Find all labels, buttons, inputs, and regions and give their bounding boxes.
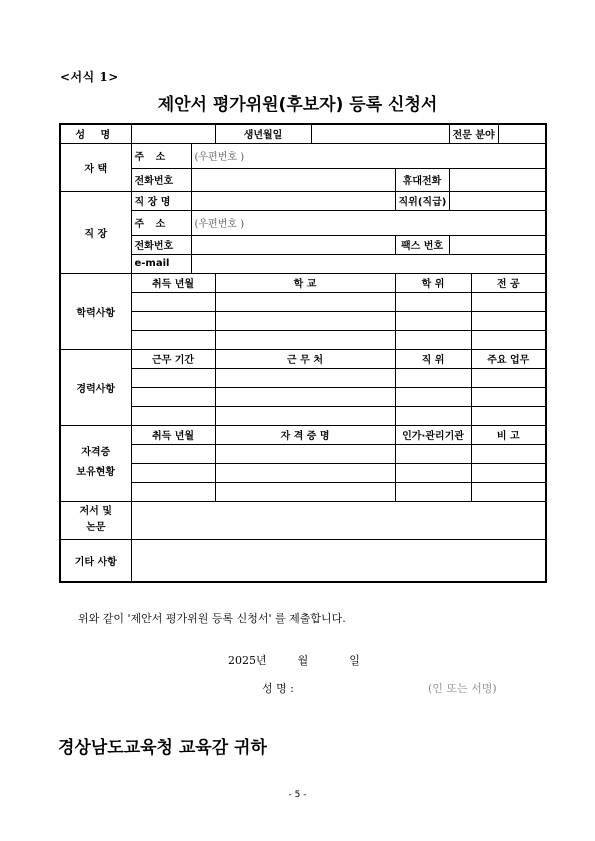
- license-header-date: 취득 년월: [131, 425, 215, 444]
- home-phone-label: 전화번호: [131, 168, 191, 191]
- table-cell[interactable]: [471, 463, 546, 482]
- education-header-degree: 학 위: [395, 273, 471, 292]
- home-postal-hint: (우편번호 ): [194, 152, 245, 163]
- work-postal-hint: (우편번호 ): [194, 219, 245, 230]
- education-header-date: 취득 년월: [131, 273, 215, 292]
- table-cell[interactable]: [131, 406, 215, 425]
- date-day: 일: [349, 654, 360, 667]
- specialty-label: 전문 분야: [449, 124, 498, 143]
- name-label: 성 명: [60, 124, 131, 143]
- license-header-note: 비 고: [471, 425, 546, 444]
- table-cell[interactable]: [395, 292, 471, 311]
- other-section-label: 기타 사항: [60, 539, 131, 582]
- career-header-period: 근무 기간: [131, 349, 215, 368]
- registration-form-table: [59, 123, 547, 583]
- home-phone-field[interactable]: [191, 168, 395, 191]
- license-label-line2: 보유현황: [76, 467, 116, 478]
- table-cell[interactable]: [131, 387, 215, 406]
- email-label: e-mail: [131, 254, 191, 273]
- table-cell[interactable]: [215, 311, 395, 330]
- publications-section-label: [60, 501, 131, 539]
- table-cell[interactable]: [215, 482, 395, 501]
- table-cell[interactable]: [395, 368, 471, 387]
- work-phone-field[interactable]: [191, 235, 395, 254]
- signature-note: (인 또는 서명): [428, 682, 497, 695]
- career-section-label: 경력사항: [60, 349, 131, 425]
- table-cell[interactable]: [131, 482, 215, 501]
- table-cell[interactable]: [395, 444, 471, 463]
- home-address-field[interactable]: [191, 143, 546, 168]
- position-label: 직위(직급): [395, 191, 449, 210]
- work-phone-label: 전화번호: [131, 235, 191, 254]
- table-cell[interactable]: [215, 406, 395, 425]
- table-cell[interactable]: [471, 387, 546, 406]
- publications-label-line1: 저서 및: [79, 506, 112, 517]
- specialty-field[interactable]: [498, 124, 546, 143]
- table-cell[interactable]: [395, 463, 471, 482]
- publications-field[interactable]: [131, 501, 546, 539]
- table-cell[interactable]: [471, 444, 546, 463]
- mobile-field[interactable]: [449, 168, 546, 191]
- license-section-label: [60, 425, 131, 501]
- table-cell[interactable]: [215, 387, 395, 406]
- birth-field[interactable]: [311, 124, 449, 143]
- table-cell[interactable]: [471, 368, 546, 387]
- table-cell[interactable]: [215, 444, 395, 463]
- table-cell[interactable]: [131, 368, 215, 387]
- addressee: 경상남도교육청 교육감 귀하: [58, 738, 267, 758]
- signature-label: 성 명 :: [262, 682, 294, 695]
- form-number-label: <서식 1>: [60, 70, 119, 84]
- career-header-duties: 주요 업무: [471, 349, 546, 368]
- education-header-school: 학 교: [215, 273, 395, 292]
- company-field[interactable]: [191, 191, 395, 210]
- education-section-label: 학력사항: [60, 273, 131, 349]
- career-header-position: 직 위: [395, 349, 471, 368]
- license-header-name: 자 격 증 명: [215, 425, 395, 444]
- table-cell[interactable]: [471, 330, 546, 349]
- table-cell[interactable]: [471, 482, 546, 501]
- home-address-label: 주 소: [131, 143, 191, 168]
- table-cell[interactable]: [131, 292, 215, 311]
- birth-label: 생년월일: [215, 124, 311, 143]
- table-cell[interactable]: [215, 368, 395, 387]
- date-year: 2025년: [228, 654, 267, 667]
- email-field[interactable]: [191, 254, 546, 273]
- education-header-major: 전 공: [471, 273, 546, 292]
- table-cell[interactable]: [471, 311, 546, 330]
- work-address-label: 주 소: [131, 210, 191, 235]
- work-address-field[interactable]: [191, 210, 546, 235]
- table-cell[interactable]: [131, 463, 215, 482]
- table-cell[interactable]: [131, 311, 215, 330]
- work-section-label: 직 장: [60, 191, 131, 273]
- table-cell[interactable]: [395, 387, 471, 406]
- fax-field[interactable]: [449, 235, 546, 254]
- table-cell[interactable]: [131, 444, 215, 463]
- position-field[interactable]: [449, 191, 546, 210]
- table-cell[interactable]: [395, 406, 471, 425]
- table-cell[interactable]: [471, 406, 546, 425]
- table-cell[interactable]: [215, 292, 395, 311]
- table-cell[interactable]: [471, 292, 546, 311]
- other-field[interactable]: [131, 539, 546, 582]
- table-cell[interactable]: [215, 330, 395, 349]
- declaration-text: 위와 같이 '제안서 평가위원 등록 신청서' 를 제출합니다.: [78, 612, 346, 625]
- name-field[interactable]: [131, 124, 215, 143]
- mobile-label: 휴대전화: [395, 168, 449, 191]
- company-label: 직 장 명: [131, 191, 191, 210]
- publications-label-line2: 논문: [86, 522, 106, 533]
- date-month: 월: [297, 654, 309, 667]
- table-cell[interactable]: [395, 330, 471, 349]
- table-cell[interactable]: [395, 311, 471, 330]
- application-date: [228, 652, 360, 668]
- document-title: 제안서 평가위원(후보자) 등록 신청서: [157, 95, 438, 115]
- career-header-workplace: 근 무 처: [215, 349, 395, 368]
- license-label-line1: 자격증: [81, 447, 111, 458]
- table-cell[interactable]: [215, 463, 395, 482]
- table-cell[interactable]: [395, 482, 471, 501]
- fax-label: 팩스 번호: [395, 235, 449, 254]
- home-section-label: 자 택: [60, 143, 131, 191]
- license-header-issuer: 인가·관리기관: [395, 425, 471, 444]
- page-number: - 5 -: [288, 790, 307, 800]
- table-cell[interactable]: [131, 330, 215, 349]
